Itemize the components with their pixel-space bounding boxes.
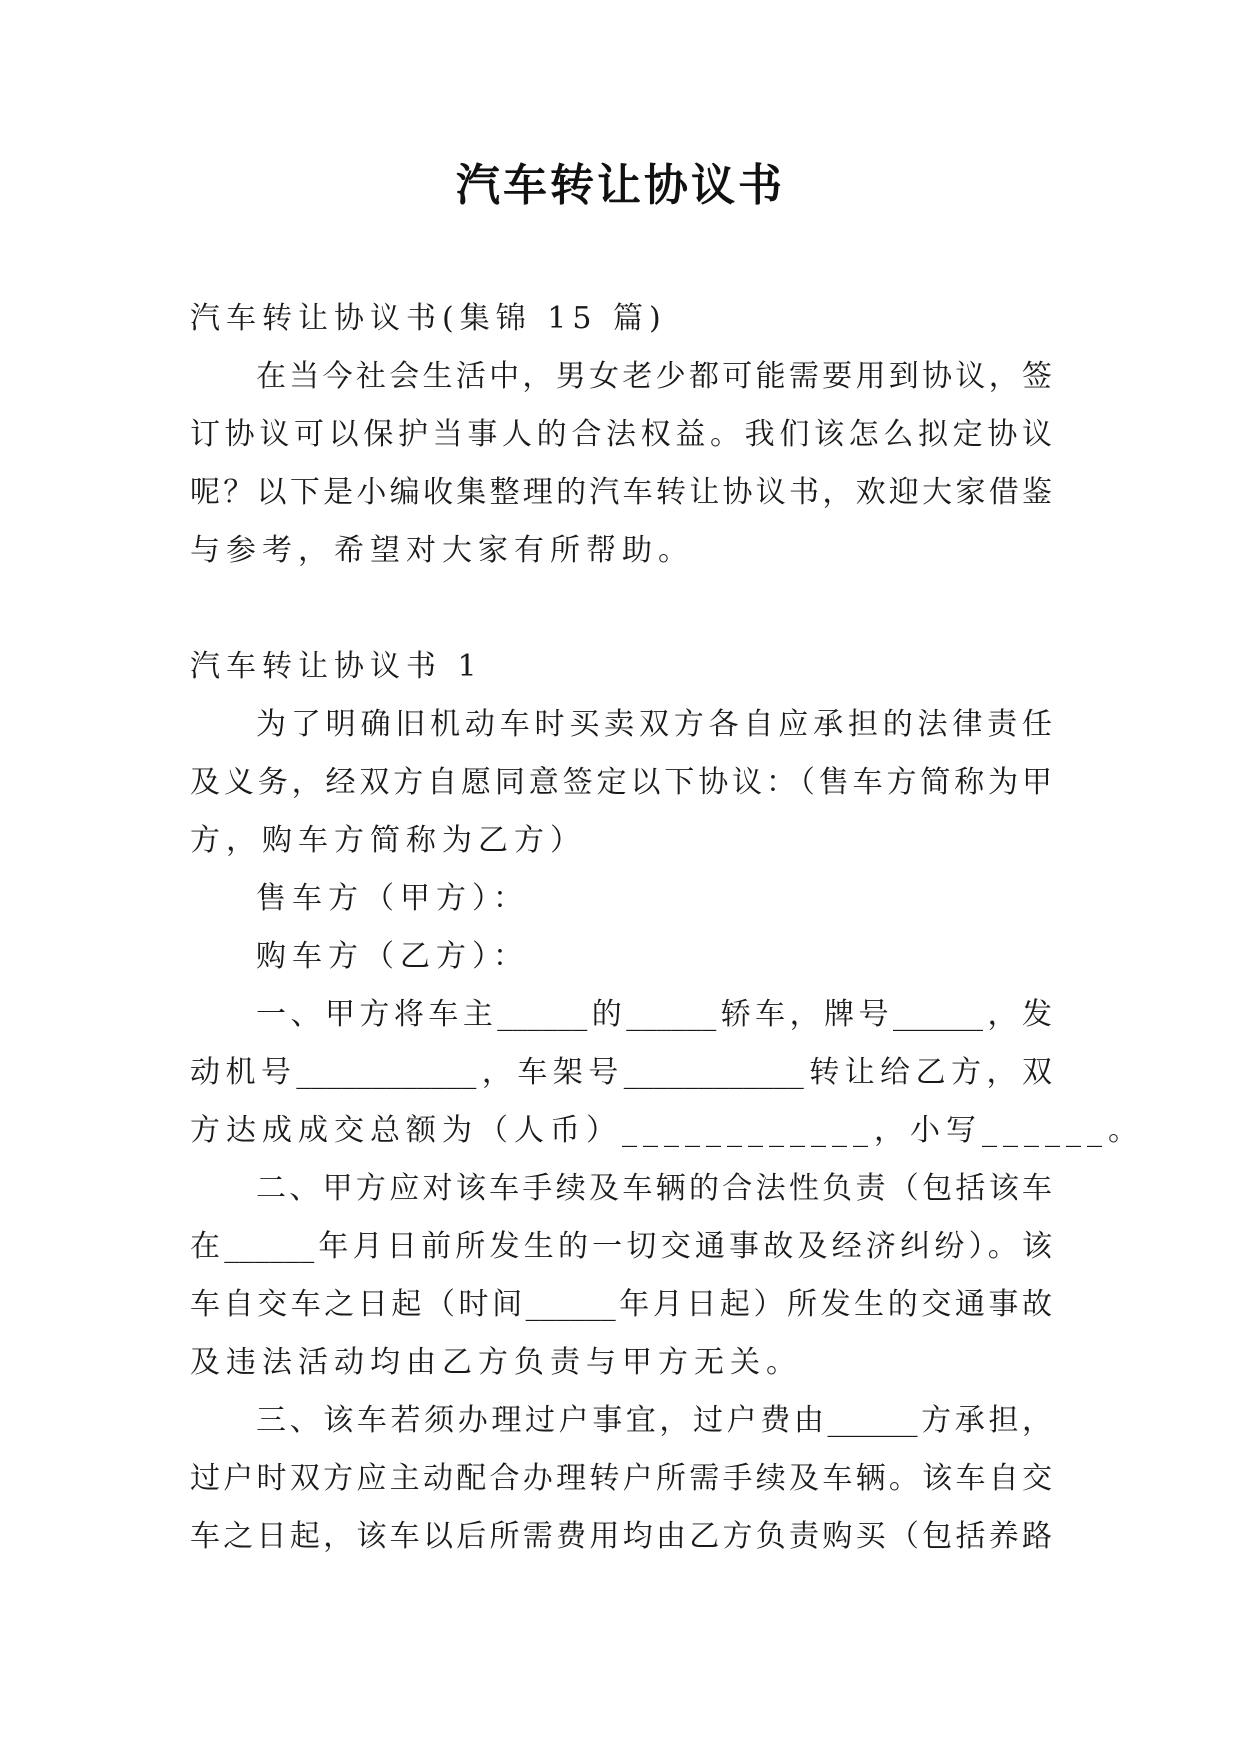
preamble-line: 方，购车方简称为乙方） xyxy=(190,823,586,858)
clause-2-line: 在______年月日前所发生的一切交通事故及经济纠纷）。该 xyxy=(190,1229,1052,1264)
section-heading: 汽车转让协议书 1 xyxy=(190,649,483,684)
seller-label: 售车方（甲方）： xyxy=(256,881,529,916)
intro-paragraph-line: 呢？以下是小编收集整理的汽车转让协议书，欢迎大家借鉴 xyxy=(190,475,1052,510)
clause-2-line: 二、甲方应对该车手续及车辆的合法性负责（包括该车 xyxy=(256,1171,1052,1206)
clause-3-line: 车之日起，该车以后所需费用均由乙方负责购买（包括养路 xyxy=(190,1519,1052,1554)
intro-paragraph-line: 与参考，希望对大家有所帮助。 xyxy=(190,533,694,568)
clause-1-line: 一、甲方将车主______的______轿车，牌号______，发 xyxy=(256,997,1052,1032)
document-body xyxy=(190,290,1144,1566)
section-spacer xyxy=(190,580,1052,638)
intro-paragraph-line: 订协议可以保护当事人的合法权益。我们该怎么拟定协议 xyxy=(190,417,1052,452)
preamble-line: 及义务，经双方自愿同意签定以下协议：（售车方简称为甲 xyxy=(190,765,1052,800)
clause-3-line: 过户时双方应主动配合办理转户所需手续及车辆。该车自交 xyxy=(190,1461,1052,1496)
collection-heading: 汽车转让协议书(集锦 15 篇) xyxy=(190,301,667,336)
intro-paragraph-line: 在当今社会生活中，男女老少都可能需要用到协议，签 xyxy=(256,359,1052,394)
clause-1-line: 方达成成交总额为（人币）____________，小写______。 xyxy=(190,1113,1144,1148)
clause-1-line: 动机号____________，车架号____________转让给乙方，双 xyxy=(190,1055,1052,1090)
buyer-label: 购车方（乙方）： xyxy=(256,939,529,974)
clause-2-line: 车自交车之日起（时间______年月日起）所发生的交通事故 xyxy=(190,1287,1052,1322)
document-title: 汽车转让协议书 xyxy=(456,160,785,211)
clause-2-line: 及违法活动均由乙方负责与甲方无关。 xyxy=(190,1345,802,1380)
clause-3-line: 三、该车若须办理过户事宜，过户费由______方承担， xyxy=(256,1403,1052,1438)
preamble-line: 为了明确旧机动车时买卖双方各自应承担的法律责任 xyxy=(256,707,1052,742)
